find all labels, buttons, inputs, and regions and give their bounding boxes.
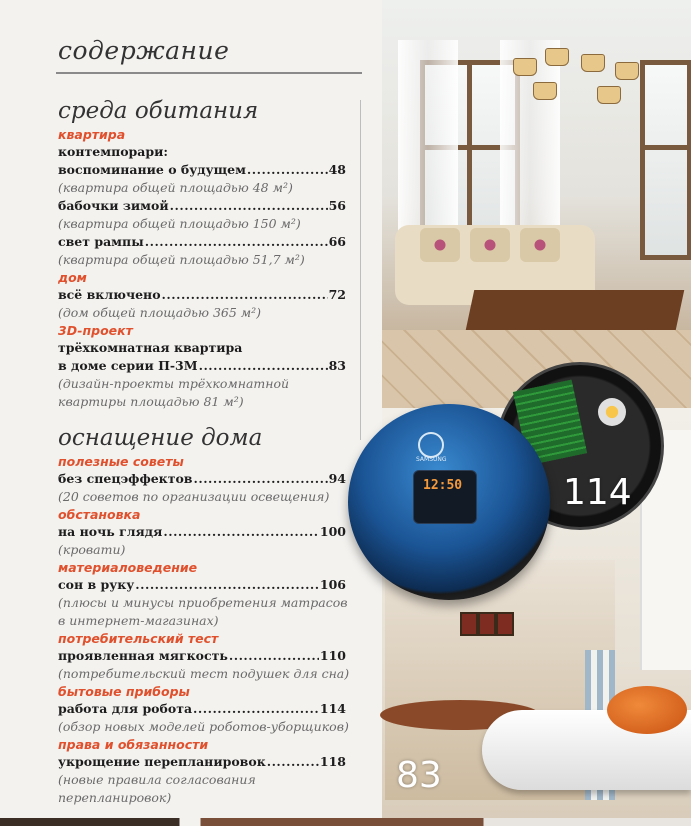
pumpkin xyxy=(607,686,687,734)
entry-title: бабочки зимой xyxy=(58,198,169,213)
page-number: 66 xyxy=(328,234,346,249)
page-number: 118 xyxy=(319,754,346,769)
entry-title: на ночь глядя xyxy=(58,524,163,539)
toc-entry[interactable] xyxy=(58,753,346,771)
category-label: дом xyxy=(58,270,87,285)
toc-entry[interactable] xyxy=(58,523,346,541)
dot-leader xyxy=(229,647,319,665)
entry-title: трёхкомнатная квартира xyxy=(58,340,243,355)
photo-page-number: 83 xyxy=(396,755,442,796)
dot-leader xyxy=(135,576,319,594)
robot-brand: SAMSUNG xyxy=(416,456,447,463)
page-number: 94 xyxy=(328,471,346,486)
entry-title: свет рампы xyxy=(58,234,144,249)
toc-entry[interactable] xyxy=(58,470,346,488)
sofa-pillow xyxy=(470,228,510,262)
toc-entry[interactable] xyxy=(58,576,346,594)
page-number: 56 xyxy=(328,198,346,213)
entry-description: (квартира общей площадью 48 м²) xyxy=(58,180,293,195)
toc-entry[interactable] xyxy=(58,161,346,179)
entry-description: (дом общей площадью 365 м²) xyxy=(58,305,262,320)
lamp-shade xyxy=(513,58,537,76)
entry-description: (квартира общей площадью 150 м²) xyxy=(58,216,301,231)
page-number: 83 xyxy=(328,358,346,373)
column-divider xyxy=(360,100,361,440)
wall-picture xyxy=(460,612,478,636)
page-number: 72 xyxy=(328,287,346,302)
category-label: бытовые приборы xyxy=(58,684,190,699)
entry-description: (квартира общей площадью 51,7 м²) xyxy=(58,252,305,267)
entry-title: сон в руку xyxy=(58,577,135,592)
lamp-shade xyxy=(545,48,569,66)
dot-leader xyxy=(199,357,328,375)
photo-page-number: 114 xyxy=(563,472,632,513)
dot-leader xyxy=(247,161,328,179)
entry-description: перепланировок) xyxy=(58,790,172,805)
dot-leader xyxy=(163,523,319,541)
category-label: обстановка xyxy=(58,507,141,522)
sofa-pillow xyxy=(520,228,560,262)
wall-picture xyxy=(478,612,496,636)
side-brush xyxy=(598,398,626,426)
section-title: оснащение дома xyxy=(58,425,263,451)
entry-title: проявленная мягкость xyxy=(58,648,228,663)
category-label: материаловедение xyxy=(58,560,198,575)
toc-entry[interactable] xyxy=(58,357,346,375)
entry-description: (дизайн-проекты трёхкомнатной xyxy=(58,376,290,391)
section-title: среда обитания xyxy=(58,98,259,124)
page-title: содержание xyxy=(58,36,230,65)
dot-leader xyxy=(170,197,328,215)
robot-display-time: 12:50 xyxy=(423,478,463,493)
page-number: 48 xyxy=(328,162,346,177)
title-divider xyxy=(56,72,362,74)
entry-title: всё включено xyxy=(58,287,161,302)
dot-leader xyxy=(145,233,328,251)
entry-title: контемпорари: xyxy=(58,144,169,159)
entry-title: укрощение перепланировок xyxy=(58,754,266,769)
category-label: потребительский тест xyxy=(58,631,219,646)
page-number: 100 xyxy=(319,524,346,539)
wall-picture xyxy=(496,612,514,636)
entry-description: (новые правила согласования xyxy=(58,772,256,787)
entry-description: (20 советов по организации освещения) xyxy=(58,489,330,504)
entry-description: квартиры площадью 81 м²) xyxy=(58,394,244,409)
dot-leader xyxy=(267,753,319,771)
table-of-contents xyxy=(58,96,350,807)
lamp-shade xyxy=(597,86,621,104)
lamp-shade xyxy=(615,62,639,80)
entry-title: воспоминание о будущем xyxy=(58,162,246,177)
toc-entry[interactable] xyxy=(58,233,346,251)
entry-title: без спецэффектов xyxy=(58,471,193,486)
lamp-shade xyxy=(533,82,557,100)
page-number: 110 xyxy=(319,648,346,663)
dot-leader xyxy=(193,470,327,488)
page-number: 106 xyxy=(319,577,346,592)
bottom-strip xyxy=(0,818,691,826)
dot-leader xyxy=(193,700,319,718)
entry-description: (потребительский тест подушек для сна) xyxy=(58,666,350,681)
category-label: квартира xyxy=(58,127,126,142)
robot-logo-icon xyxy=(418,432,444,458)
toc-entry[interactable] xyxy=(58,647,346,665)
entry-description: (плюсы и минусы приобретения матрасов xyxy=(58,595,348,610)
category-label: права и обязанности xyxy=(58,737,209,752)
entry-title: в доме серии П-3М xyxy=(58,358,198,373)
toc-entry[interactable] xyxy=(58,700,346,718)
coffee-table xyxy=(466,290,685,330)
category-label: полезные советы xyxy=(58,454,184,469)
sofa-pillow xyxy=(420,228,460,262)
entry-title: работа для робота xyxy=(58,701,193,716)
lamp-shade xyxy=(581,54,605,72)
chandelier xyxy=(505,48,665,118)
toc-entry[interactable] xyxy=(58,197,346,215)
entry-description: (кровати) xyxy=(58,542,126,557)
category-label: 3D-проект xyxy=(58,323,133,338)
toc-entry[interactable] xyxy=(58,286,346,304)
page-number: 114 xyxy=(319,701,346,716)
dot-leader xyxy=(162,286,328,304)
entry-description: в интернет-магазинах) xyxy=(58,613,219,628)
entry-description: (обзор новых моделей роботов-уборщиков) xyxy=(58,719,349,734)
